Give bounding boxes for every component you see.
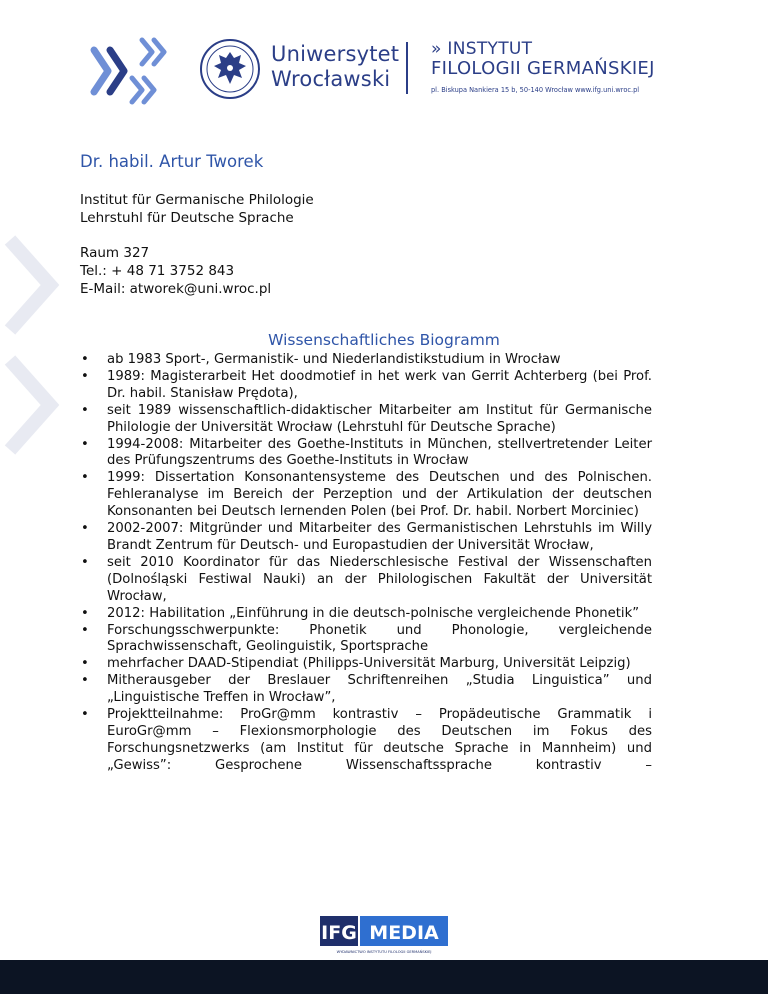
logo-word-ifg: IFG [321, 922, 357, 944]
list-item: • 1999: Dissertation Konsonantensysteme des Deutschen und des Polnischen. Fehleranalyse im Bereich der Perzeption und der Artikulation der deutschen Konsonanten bei Deutsch lernenden Polen (bei Prof. Dr. habil. Norbert Morciniec) [107, 470, 652, 521]
list-item: • seit 2010 Koordinator für das Niederschlesische Festival der Wissenschaften (Dolnośląski Festiwal Nauki) an der Philologischen Fakultät der Universität Wrocław, [107, 555, 652, 606]
chevron-watermark [0, 230, 80, 470]
university-name-line1: Uniwersytet [271, 42, 400, 66]
university-name [271, 42, 399, 92]
university-seal-icon [199, 38, 261, 100]
list-item: • ab 1983 Sport-, Germanistik- und Niederlandistikstudium in Wrocław [107, 352, 652, 369]
affiliation-block [80, 191, 314, 227]
list-item: • 2012: Habilitation „Einführung in die deutsch-polnische vergleichende Phonetik” [107, 606, 652, 623]
list-item: • Projektteilnahme: ProGr@mm kontrastiv – Propädeutische Grammatik i EuroGr@mm – Flexionsmorphologie des Deutschen im Fokus des Forschungsnetzwerks (am Institut für deutsche Sprache in Mannheim) und „Gewiss”: Gesprochene Wissenschaftssprache kontrastiv – [107, 707, 652, 775]
biography-list [107, 352, 652, 775]
institute-block [431, 40, 655, 96]
footer-bar [0, 960, 768, 994]
institute-label: » INSTYTUT [431, 39, 533, 59]
letterhead [0, 0, 768, 110]
university-name-line2: Wrocławski [271, 67, 391, 91]
list-item: • 1989: Magisterarbeit Het doodmotief in het werk van Gerrit Achterberg (bei Prof. Dr. habil. Stanisław Prędota), [107, 369, 652, 403]
header-divider [406, 42, 408, 94]
ifg-media-logo [320, 916, 448, 956]
logo-word-media: MEDIA [369, 922, 439, 944]
logo-tagline: WYDAWNICTWO INSTYTUTU FILOLOGII GERMAŃSKIEJ [336, 950, 432, 954]
section-title: Wissenschaftliches Biogramm [268, 331, 500, 349]
list-item: • seit 1989 wissenschaftlich-didaktischer Mitarbeiter am Institut für Germanische Philologie der Universität Wrocław (Lehrstuhl für Deutsche Sprache) [107, 403, 652, 437]
affiliation-chair: Lehrstuhl für Deutsche Sprache [80, 210, 294, 226]
institute-name: FILOLOGII GERMAŃSKIEJ [431, 58, 655, 79]
affiliation-institute: Institut für Germanische Philologie [80, 192, 314, 208]
person-name: Dr. habil. Artur Tworek [80, 152, 264, 171]
list-item: • 1994-2008: Mitarbeiter des Goethe-Instituts in München, stellvertretender Leiter des Prüfungszentrums des Goethe-Instituts in Wrocław [107, 437, 652, 471]
institute-address: pl. Biskupa Nankiera 15 b, 50-140 Wrocław www.ifg.uni.wroc.pl [431, 86, 640, 94]
chevron-logo-icon [88, 36, 168, 106]
contact-room: Raum 327 [80, 245, 150, 261]
list-item: • Mitherausgeber der Breslauer Schriftenreihen „Studia Linguistica” und „Linguistische Treffen in Wrocław”, [107, 673, 652, 707]
contact-email[interactable]: E-Mail: atworek@uni.wroc.pl [80, 281, 272, 297]
contact-phone: Tel.: + 48 71 3752 843 [80, 263, 235, 279]
contact-block [80, 244, 271, 298]
list-item: • 2002-2007: Mitgründer und Mitarbeiter des Germanistischen Lehrstuhls im Willy Brandt Zentrum für Deutsch- und Europastudien der Universität Wrocław, [107, 521, 652, 555]
list-item: • Forschungsschwerpunkte: Phonetik und Phonologie, vergleichende Sprachwissenschaft, Geolinguistik, Sportsprache [107, 623, 652, 657]
list-item: • mehrfacher DAAD-Stipendiat (Philipps-Universität Marburg, Universität Leipzig) [107, 656, 652, 673]
